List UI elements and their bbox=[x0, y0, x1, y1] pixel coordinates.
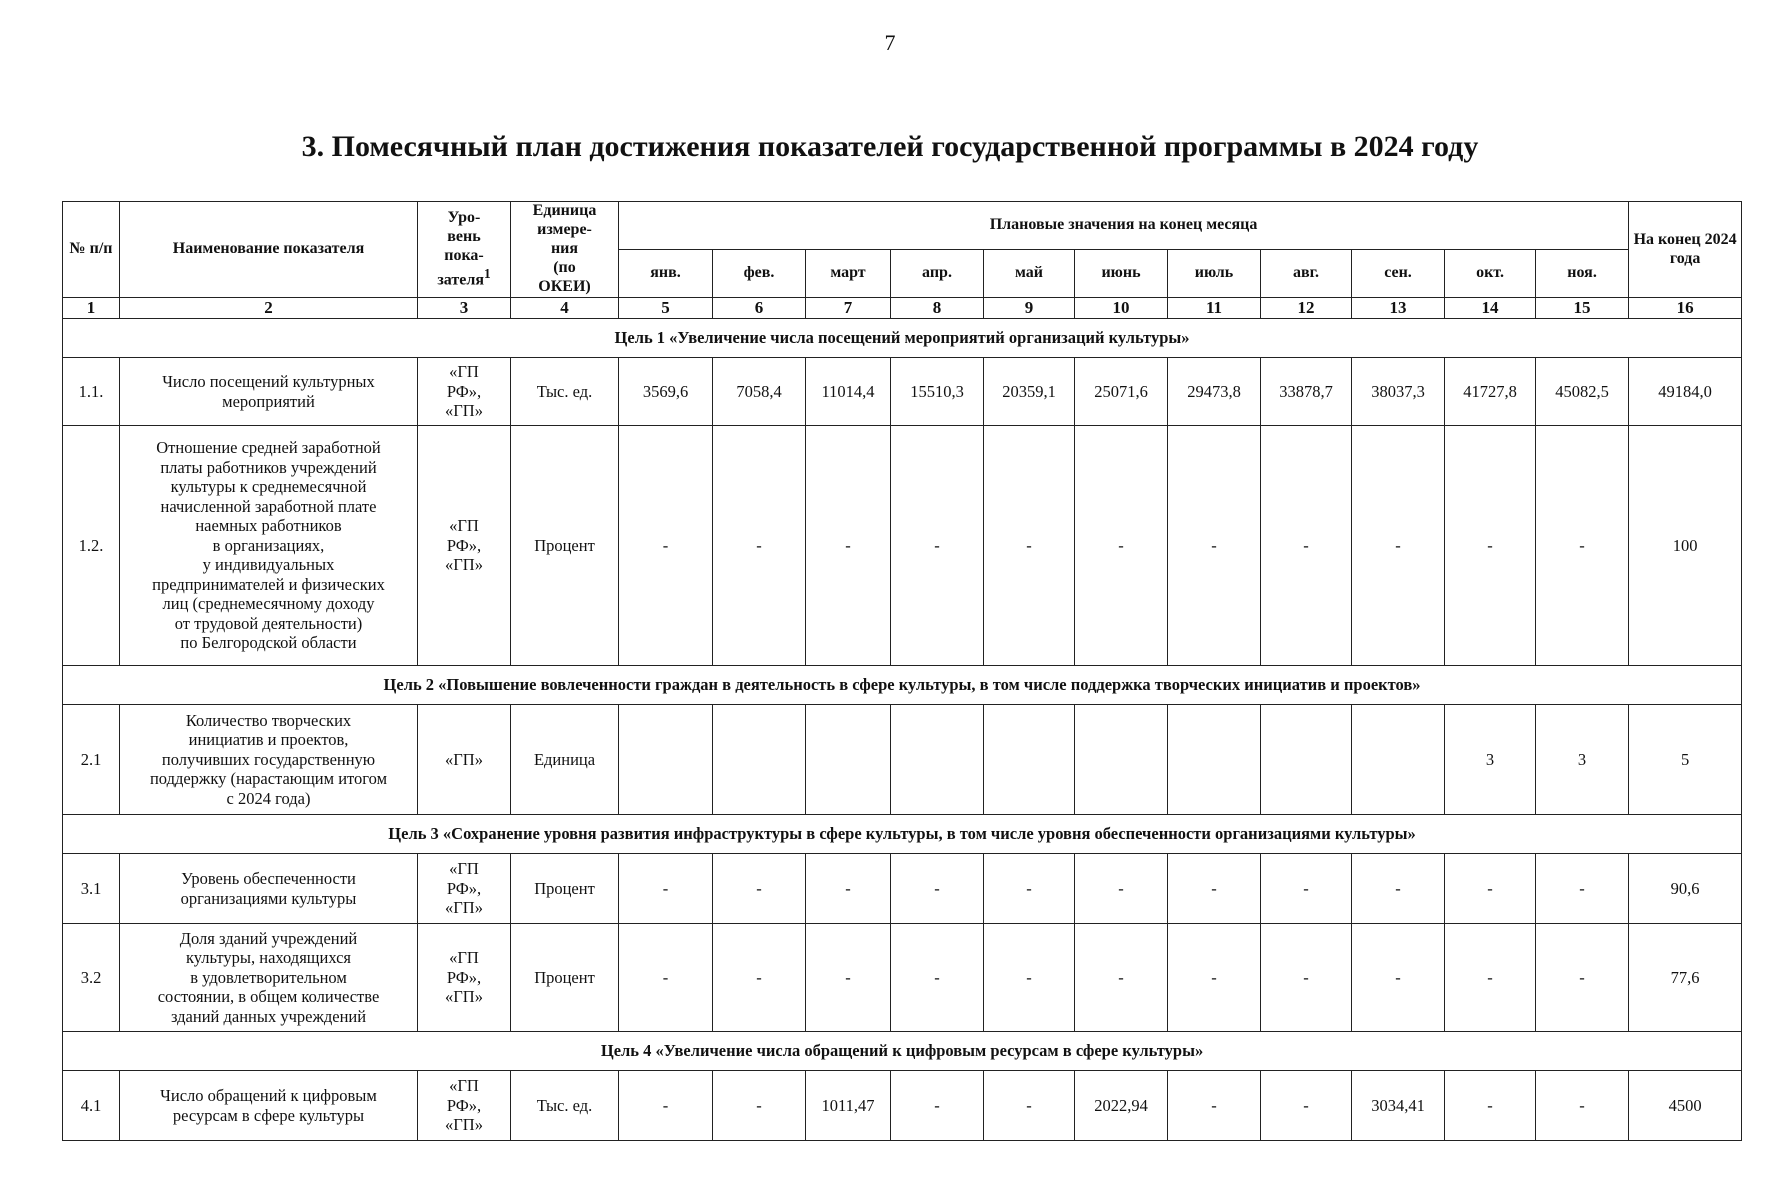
month-value bbox=[891, 705, 984, 815]
column-number-row bbox=[63, 298, 1742, 319]
month-value: - bbox=[1168, 854, 1261, 924]
month-value: 1011,47 bbox=[806, 1071, 891, 1141]
column-number: 3 bbox=[418, 298, 511, 319]
table-row-3-2 bbox=[63, 924, 1742, 1032]
table-row-3-1 bbox=[63, 854, 1742, 924]
month-value bbox=[806, 705, 891, 815]
header-row-top bbox=[63, 202, 1742, 250]
month-value: 45082,5 bbox=[1536, 358, 1629, 426]
header-num: № п/п bbox=[63, 202, 120, 298]
month-value: - bbox=[891, 426, 984, 666]
indicator-level: «ГП РФ», «ГП» bbox=[418, 924, 511, 1032]
row-number: 1.2. bbox=[63, 426, 120, 666]
month-value: - bbox=[1075, 924, 1168, 1032]
month-value: - bbox=[806, 854, 891, 924]
goal-title: Цель 1 «Увеличение числа посещений мероприятий организаций культуры» bbox=[63, 319, 1742, 358]
month-value: - bbox=[891, 1071, 984, 1141]
row-number: 3.2 bbox=[63, 924, 120, 1032]
column-number: 14 bbox=[1445, 298, 1536, 319]
year-end-value: 100 bbox=[1629, 426, 1742, 666]
indicator-name: Уровень обеспеченности организациями культуры bbox=[120, 854, 418, 924]
month-header: март bbox=[806, 250, 891, 298]
indicator-unit: Процент bbox=[511, 426, 619, 666]
month-value bbox=[984, 705, 1075, 815]
month-header: янв. bbox=[619, 250, 713, 298]
column-number: 6 bbox=[713, 298, 806, 319]
indicator-unit: Процент bbox=[511, 854, 619, 924]
month-value: - bbox=[1352, 854, 1445, 924]
page-title: 3. Помесячный план достижения показателей государственной программы в 2024 году bbox=[301, 130, 1479, 163]
goal-title: Цель 3 «Сохранение уровня развития инфраструктуры в сфере культуры, в том числе уровня обеспеченности организациями культуры» bbox=[63, 815, 1742, 854]
header-name: Наименование показателя bbox=[120, 202, 418, 298]
month-value: - bbox=[1445, 1071, 1536, 1141]
header-year-end: На конец 2024 года bbox=[1629, 202, 1742, 298]
month-value: - bbox=[1261, 924, 1352, 1032]
indicator-level: «ГП» bbox=[418, 705, 511, 815]
month-value: - bbox=[619, 854, 713, 924]
month-value: - bbox=[984, 426, 1075, 666]
row-number: 2.1 bbox=[63, 705, 120, 815]
indicator-name: Число посещений культурных мероприятий bbox=[120, 358, 418, 426]
indicator-unit: Процент bbox=[511, 924, 619, 1032]
month-value: - bbox=[1536, 924, 1629, 1032]
month-value: 25071,6 bbox=[1075, 358, 1168, 426]
indicator-level: «ГП РФ», «ГП» bbox=[418, 1071, 511, 1141]
month-value: - bbox=[1352, 924, 1445, 1032]
month-value: - bbox=[1445, 924, 1536, 1032]
month-header: ноя. bbox=[1536, 250, 1629, 298]
month-value bbox=[1168, 705, 1261, 815]
month-value: - bbox=[1352, 426, 1445, 666]
month-value: - bbox=[1445, 426, 1536, 666]
header-planned: Плановые значения на конец месяца bbox=[619, 202, 1629, 250]
indicator-name: Отношение средней заработной платы работников учреждений культуры к среднемесячной начисленной заработной плате наемных работников в организациях, у индивидуальных предпринимателей и физических лиц (среднемесячному доходу от трудовой деятельности) по Белгородской области bbox=[120, 426, 418, 666]
month-value: - bbox=[713, 854, 806, 924]
month-header: июнь bbox=[1075, 250, 1168, 298]
month-value: 11014,4 bbox=[806, 358, 891, 426]
row-number: 3.1 bbox=[63, 854, 120, 924]
indicator-unit: Тыс. ед. bbox=[511, 1071, 619, 1141]
column-number: 8 bbox=[891, 298, 984, 319]
month-value: - bbox=[713, 1071, 806, 1141]
table-row-4-1 bbox=[63, 1071, 1742, 1141]
month-value: - bbox=[1075, 854, 1168, 924]
month-header: фев. bbox=[713, 250, 806, 298]
month-value: 7058,4 bbox=[713, 358, 806, 426]
column-number: 5 bbox=[619, 298, 713, 319]
table-row-1-2 bbox=[63, 426, 1742, 666]
month-value: 3569,6 bbox=[619, 358, 713, 426]
row-number: 1.1. bbox=[63, 358, 120, 426]
page-number: 7 bbox=[884, 30, 896, 55]
month-value: - bbox=[1445, 854, 1536, 924]
month-value: - bbox=[891, 854, 984, 924]
indicator-unit: Тыс. ед. bbox=[511, 358, 619, 426]
month-value bbox=[1352, 705, 1445, 815]
table-row-2-1 bbox=[63, 705, 1742, 815]
month-value: 3 bbox=[1445, 705, 1536, 815]
month-value: - bbox=[713, 924, 806, 1032]
month-value: - bbox=[1261, 854, 1352, 924]
month-header: сен. bbox=[1352, 250, 1445, 298]
month-value: - bbox=[806, 924, 891, 1032]
month-header: окт. bbox=[1445, 250, 1536, 298]
year-end-value: 90,6 bbox=[1629, 854, 1742, 924]
month-value: 15510,3 bbox=[891, 358, 984, 426]
month-value: 33878,7 bbox=[1261, 358, 1352, 426]
month-value: - bbox=[1168, 924, 1261, 1032]
month-value: - bbox=[1261, 1071, 1352, 1141]
month-value: - bbox=[1261, 426, 1352, 666]
year-end-value: 77,6 bbox=[1629, 924, 1742, 1032]
indicator-unit: Единица bbox=[511, 705, 619, 815]
month-value: 29473,8 bbox=[1168, 358, 1261, 426]
month-value bbox=[1075, 705, 1168, 815]
header-level: Уро- вень пока- зателя$^1$ bbox=[418, 202, 511, 298]
month-value: - bbox=[984, 854, 1075, 924]
goal-title: Цель 4 «Увеличение числа обращений к цифровым ресурсам в сфере культуры» bbox=[63, 1032, 1742, 1071]
month-value: - bbox=[713, 426, 806, 666]
month-value: 3 bbox=[1536, 705, 1629, 815]
column-number: 7 bbox=[806, 298, 891, 319]
indicator-level: «ГП РФ», «ГП» bbox=[418, 358, 511, 426]
month-value: - bbox=[806, 426, 891, 666]
month-value: - bbox=[984, 924, 1075, 1032]
month-value: 38037,3 bbox=[1352, 358, 1445, 426]
month-value: 20359,1 bbox=[984, 358, 1075, 426]
month-value: - bbox=[1168, 1071, 1261, 1141]
column-number: 11 bbox=[1168, 298, 1261, 319]
monthly-plan-table bbox=[62, 201, 1742, 1141]
month-header: апр. bbox=[891, 250, 984, 298]
year-end-value: 4500 bbox=[1629, 1071, 1742, 1141]
month-value: 41727,8 bbox=[1445, 358, 1536, 426]
indicator-level: «ГП РФ», «ГП» bbox=[418, 854, 511, 924]
column-number: 15 bbox=[1536, 298, 1629, 319]
column-number: 16 bbox=[1629, 298, 1742, 319]
goal-title: Цель 2 «Повышение вовлеченности граждан в деятельность в сфере культуры, в том числе поддержка творческих инициатив и проектов» bbox=[63, 666, 1742, 705]
month-value: - bbox=[891, 924, 984, 1032]
column-number: 1 bbox=[63, 298, 120, 319]
column-number: 4 bbox=[511, 298, 619, 319]
month-value: - bbox=[1075, 426, 1168, 666]
goal-row-2 bbox=[63, 666, 1742, 705]
month-value: - bbox=[619, 924, 713, 1032]
column-number: 12 bbox=[1261, 298, 1352, 319]
month-header: авг. bbox=[1261, 250, 1352, 298]
month-value: - bbox=[619, 426, 713, 666]
month-value: 2022,94 bbox=[1075, 1071, 1168, 1141]
month-value bbox=[713, 705, 806, 815]
row-number: 4.1 bbox=[63, 1071, 120, 1141]
indicator-name: Число обращений к цифровым ресурсам в сфере культуры bbox=[120, 1071, 418, 1141]
month-value bbox=[619, 705, 713, 815]
header-unit: Единица измере- ния (по ОКЕИ) bbox=[511, 202, 619, 298]
indicator-level: «ГП РФ», «ГП» bbox=[418, 426, 511, 666]
month-value: - bbox=[1168, 426, 1261, 666]
month-value: - bbox=[1536, 1071, 1629, 1141]
column-number: 2 bbox=[120, 298, 418, 319]
month-value: 3034,41 bbox=[1352, 1071, 1445, 1141]
goal-row-4 bbox=[63, 1032, 1742, 1071]
month-header: май bbox=[984, 250, 1075, 298]
year-end-value: 5 bbox=[1629, 705, 1742, 815]
month-header: июль bbox=[1168, 250, 1261, 298]
year-end-value: 49184,0 bbox=[1629, 358, 1742, 426]
month-value bbox=[1261, 705, 1352, 815]
month-value: - bbox=[619, 1071, 713, 1141]
indicator-name: Количество творческих инициатив и проектов, получивших государственную поддержку (нарастающим итогом с 2024 года) bbox=[120, 705, 418, 815]
indicator-name: Доля зданий учреждений культуры, находящихся в удовлетворительном состоянии, в общем количестве зданий данных учреждений bbox=[120, 924, 418, 1032]
goal-row-1 bbox=[63, 319, 1742, 358]
table-row-1-1 bbox=[63, 358, 1742, 426]
column-number: 9 bbox=[984, 298, 1075, 319]
column-number: 13 bbox=[1352, 298, 1445, 319]
month-value: - bbox=[984, 1071, 1075, 1141]
month-value: - bbox=[1536, 854, 1629, 924]
column-number: 10 bbox=[1075, 298, 1168, 319]
goal-row-3 bbox=[63, 815, 1742, 854]
month-value: - bbox=[1536, 426, 1629, 666]
